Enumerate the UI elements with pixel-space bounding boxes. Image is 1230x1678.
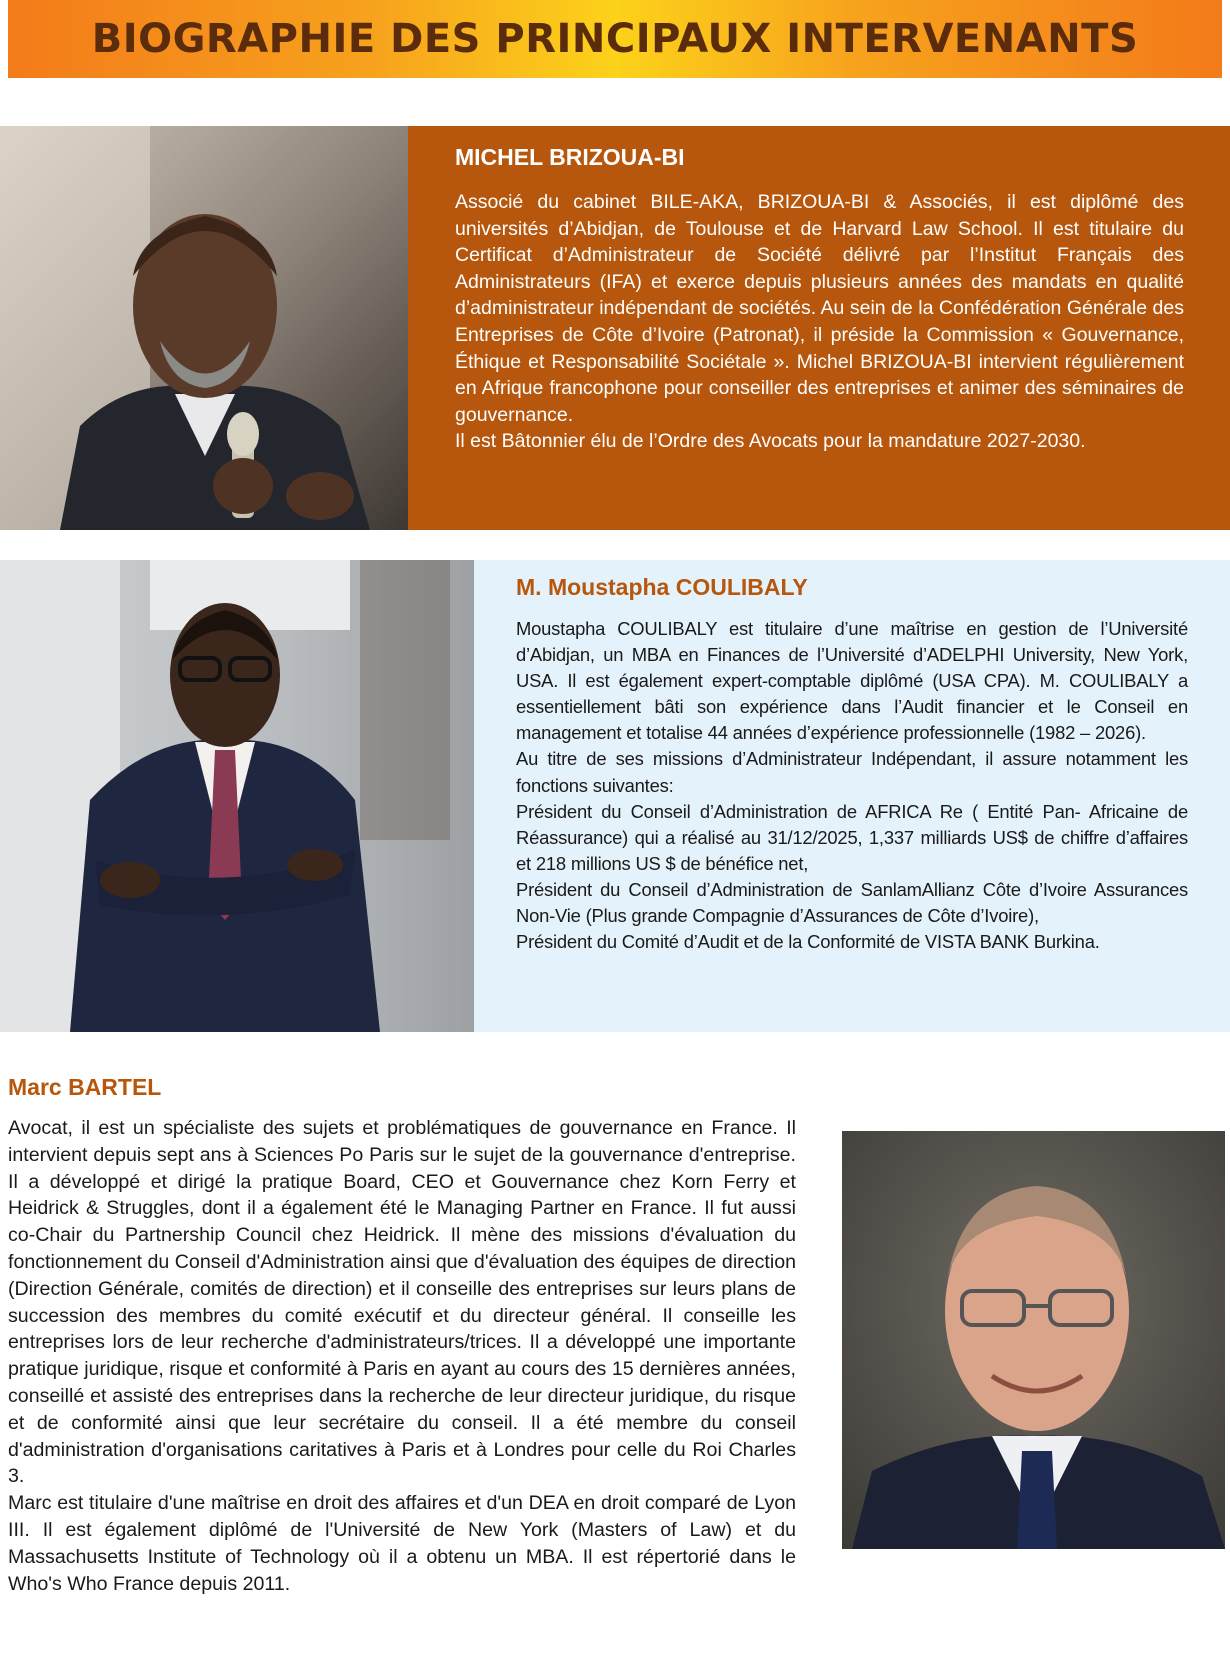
speaker-name: Marc BARTEL (8, 1074, 162, 1100)
speaker-bio-paragraph: Au titre de ses missions d’Administrateur Indépendant, il assure notamment les fonctions suivantes: (516, 748, 1188, 796)
speaker-bio-paragraph: Président du Comité d’Audit et de la Conformité de VISTA BANK Burkina. (516, 931, 1100, 953)
page-title: BIOGRAPHIE DES PRINCIPAUX INTERVENANTS (91, 16, 1139, 62)
speaker-photo-brizoua-bi (0, 126, 408, 530)
speaker-bio-paragraph: Associé du cabinet BILE-AKA, BRIZOUA-BI & Associés, il est diplômé des universités d’Abidjan, de Toulouse et de Harvard Law School. Il est titulaire du Certificat d’Administrateur de Société délivré par l’Institut Français des Administrateurs (IFA) et exerce depuis plusieurs années des mandats en qualité d’administrateur indépendant de sociétés. Au sein de la Confédération Générale des Entreprises de Côte d’Ivoire (Patronat), il préside la Commission « Gouvernance, Éthique et Responsabilité Sociétale ». Michel BRIZOUA-BI intervient régulièrement en Afrique francophone pour conseiller des entreprises et animer des séminaires de gouvernance. (455, 191, 1184, 426)
page-banner (8, 0, 1222, 78)
speaker-photo-coulibaly (0, 560, 474, 1032)
speaker-name: M. Moustapha COULIBALY (516, 574, 808, 600)
speaker-bio-paragraph: Marc est titulaire d'une maîtrise en droit des affaires et d'un DEA en droit comparé de Lyon III. Il est également diplômé de l'Université de New York (Masters of Law) et du Massachusetts Institute of Technology où il a obtenu un MBA. Il est répertorié dans le Who's Who France depuis 2011. (8, 1492, 796, 1595)
speaker-card-coulibaly (474, 560, 1230, 1032)
speaker-bio-paragraph: Président du Conseil d’Administration de AFRICA Re ( Entité Pan- Africaine de Réassurance) qui a réalisé au 31/12/2025, 1,337 milliards US$ de chiffre d’affaires et 218 millions US $ de bénéfice net, (516, 800, 1188, 874)
speaker-bio-paragraph: Président du Conseil d’Administration de SanlamAllianz Côte d’Ivoire Assurances Non-Vie (Plus grande Compagnie d’Assurances de Côte d’Ivoire), (516, 878, 1188, 927)
speaker-bio-paragraph: Il est Bâtonnier élu de l’Ordre des Avocats pour la mandature 2027-2030. (455, 430, 1086, 453)
speaker-card-bartel (8, 1074, 796, 1597)
speaker-name: MICHEL BRIZOUA-BI (455, 144, 685, 170)
speaker-photo-bartel (842, 1131, 1225, 1549)
speaker-card-brizoua-bi (408, 126, 1230, 530)
speaker-bio-paragraph: Moustapha COULIBALY est titulaire d’une maîtrise en gestion de l’Université d’Abidjan, un MBA en Finances de l’Université d’ADELPHI University, New York, USA. Il est également expert-comptable diplômé (USA CPA). M. COULIBALY a essentiellement bâti son expérience dans l’Audit financier et le Conseil en management et totalise 44 années d’expérience professionnelle (1982 – 2026). (516, 618, 1188, 744)
speaker-bio-paragraph: Avocat, il est un spécialiste des sujets et problématiques de gouvernance en France. Il intervient depuis sept ans à Sciences Po Paris sur le sujet de la gouvernance d'entreprise. Il a développé et dirigé la pratique Board, CEO et Gouvernance chez Korn Ferry et Heidrick & Struggles, dont il a également été le Managing Partner en France. Il fut aussi co-Chair du Partnership Council chez Heidrick. Il mène des missions d'évaluation du fonctionnement du Conseil d'Administration ainsi que d'évaluation des équipes de direction (Direction Générale, comités de direction) et il conseille des entreprises sur leurs plans de succession des membres du comité exécutif et du directeur général. Il conseille les entreprises lors de leur recherche d'administrateurs/trices. Il a développé une importante pratique juridique, risque et conformité à Paris en ayant au cours des 15 dernières années, conseillé et assisté des entreprises dans la recherche de leur directeur juridique, du risque et de conformité ainsi que leur secrétaire du conseil. Il a été membre du conseil d'administration d'organisations caritatives à Paris et à Londres pour celle du Roi Charles 3. (8, 1117, 796, 1488)
